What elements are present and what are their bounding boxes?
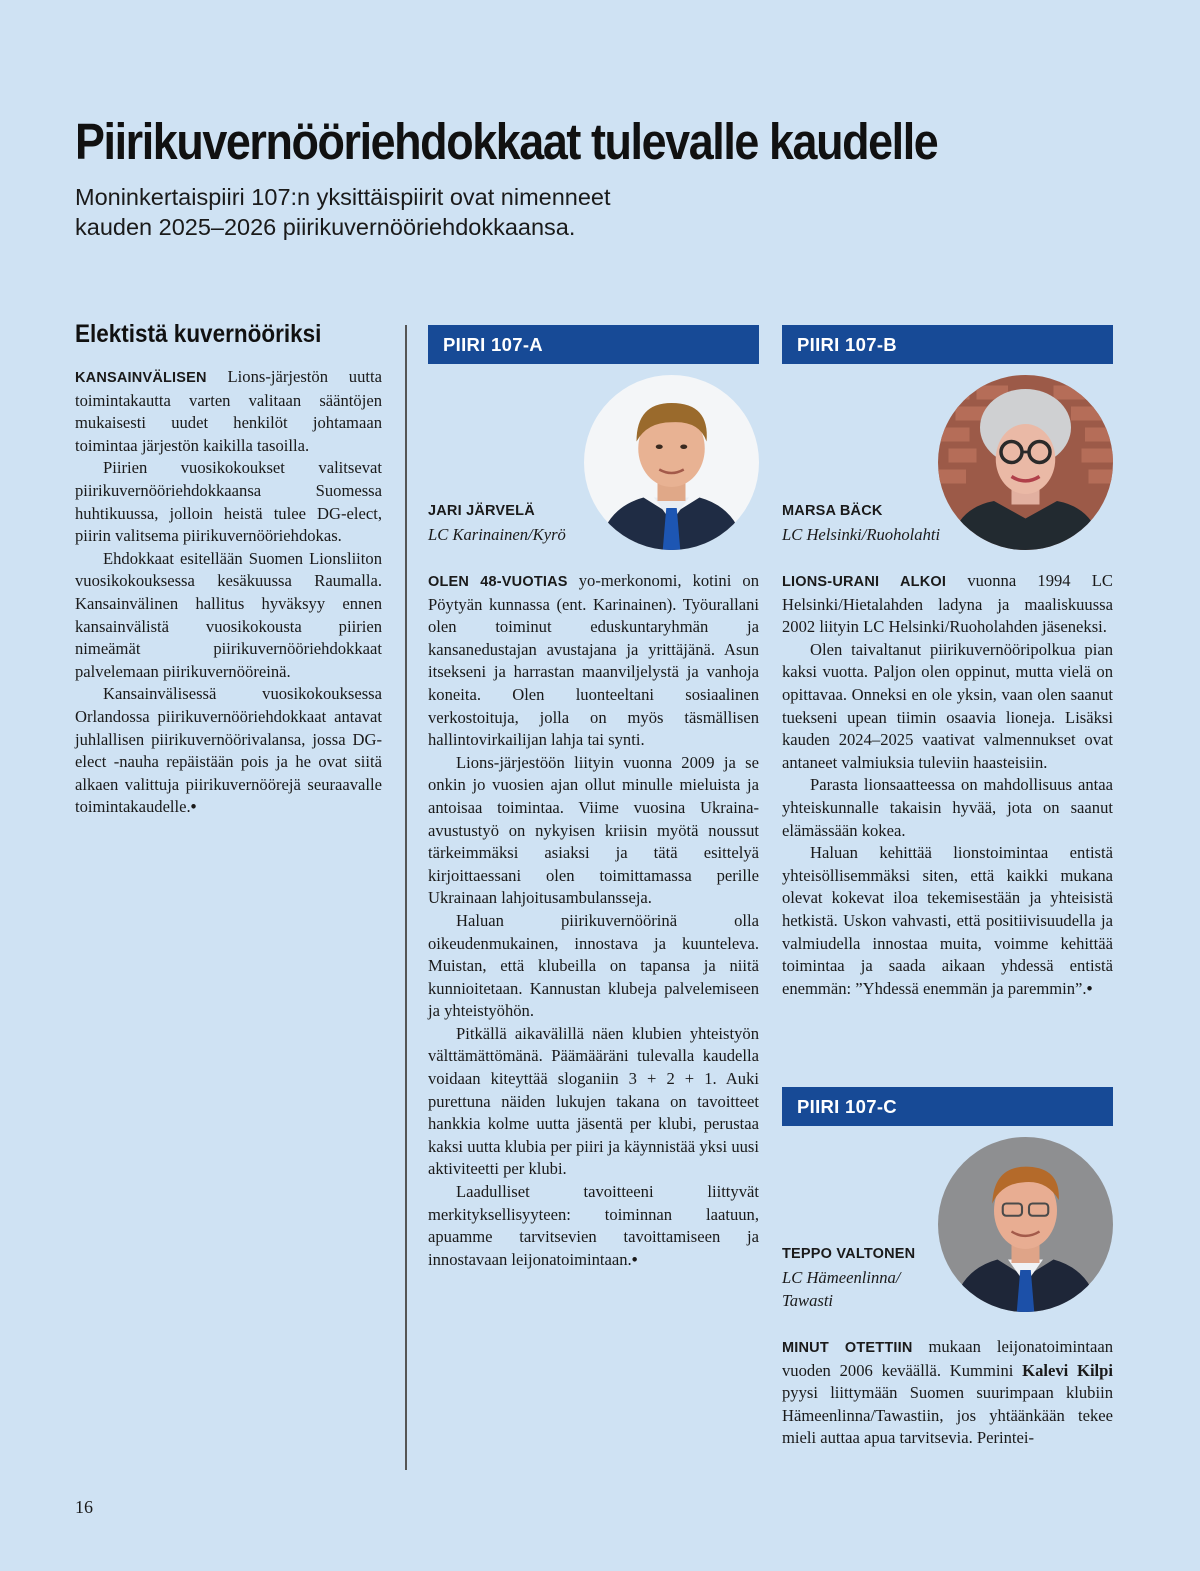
- district-bar-107a: PIIRI 107-A: [428, 325, 759, 364]
- district-a-column: [428, 570, 759, 1271]
- candidate-club: LC Karinainen/Kyrö: [428, 525, 566, 544]
- paragraph-text: pyysi liittymään Suomen suurimpaan klubiin Hämeenlinna/Tawastiin, jos yhtäänkään tekee mieli auttaa apua tarvitsevia. Perintei-: [782, 1383, 1113, 1448]
- paragraph: [782, 842, 1113, 1000]
- paragraph: Ehdokkaat esitellään Suomen Lionsliiton vuosikokouksessa kesäkuussa Raumalla. Kansainvälinen hallitus hyväksyy ennen kansainvälistä vuosikokousta piirien nimeämät piirikuvernööriehdokkaat palvelemaan piirikuvernööreinä.: [75, 548, 382, 681]
- lead-in: OLEN 48-VUOTIAS: [428, 574, 568, 590]
- section-title: Elektistä kuvernööriksi: [75, 320, 322, 348]
- paragraph-text: yo-merkonomi, kotini on Pöytyän kunnassa (ent. Karinainen). Työurallani olen toiminut eduskuntaryhmän ja kansanedustajan avustajana ja yrittäjänä. Asun itsekseni ja harrastan maanviljelystä ja vanhoja koneita. Olen luonteeltani sosiaalinen verkostoituja, jolla on myös täsmällisen hallintovirkailijan lahja tai synti.: [428, 571, 759, 750]
- paragraph: [428, 1181, 759, 1271]
- paragraph-text: mukaan leijonatoimintaan vuoden 2006 keväällä. Kummini: [782, 1337, 1113, 1380]
- page-number: 16: [75, 1497, 93, 1517]
- lead-in: LIONS-URANI ALKOI: [782, 574, 947, 590]
- portrait-image: [938, 375, 1113, 550]
- paragraph-text: Lions-järjestön uutta toimintakautta varten valitaan sääntöjen mukaisesti uudet henkilöt johtamaan toimintaa järjestön kaikilla tasoilla.: [75, 367, 382, 455]
- portrait-teppo-valtonen: [938, 1137, 1113, 1312]
- portrait-jari-jarvela: [584, 375, 759, 550]
- lead-in: MINUT OTETTIIN: [782, 1340, 913, 1356]
- end-mark: •: [631, 1249, 638, 1269]
- paragraph: Piirien vuosikokoukset valitsevat piirikuvernööriehdokkaansa Suomessa huhtikuussa, jolloin heistä tulee DG-elect, piirin valitsema piirikuvernööriehdokas.: [75, 458, 382, 546]
- paragraph: Pitkällä aikavälillä näen klubien yhteistyön välttämättömänä. Päämääräni tulevalla kaudella voidaan kiteyttää sloganiin 3 + 2 + 1. Auki purettuna näiden lukujen takana on tavoitteet hankkia kolme uutta jäsentä per klubi, perustaa kaksi uutta klubia per piiri ja käynnistää yksi uusi aktiviteetti per klubi.: [428, 1023, 759, 1179]
- paragraph: [75, 366, 382, 457]
- paragraph-text: Kansainvälisessä vuosikokouksessa Orlandossa piirikuvernööriehdokkaat antavat juhlallisen piirikuvernöörivalansa, jossa DG-elect -nauha repäistään pois ja he ovat siitä alkaen valittuja piirikuvernöörejä seuraavalle toimintakaudelle.: [75, 684, 382, 817]
- district-c-column: [782, 1336, 1113, 1450]
- candidate-name: JARI JÄRVELÄ: [428, 503, 535, 519]
- district-bar-107c: PIIRI 107-C: [782, 1087, 1113, 1126]
- paragraph-text: Laadulliset tavoitteeni liittyvät merkityksellisyyteen: toiminnan laatuun, apuamme tarvitsevien tavoittamiseen ja innostavaan leijonatoimintaan.: [428, 1182, 759, 1269]
- highlighted-name: Kalevi Kilpi: [1022, 1360, 1113, 1380]
- paragraph: [782, 1336, 1113, 1450]
- paragraph: Olen taivaltanut piirikuvernööripolkua pian kaksi vuotta. Paljon olen oppinut, mutta vielä on opittavaa. Onneksi en ole yksin, vaan olen saanut tuekseni upean tiimin osaavia lioneja. Lisäksi kauden 2024–2025 vaativat valmennukset ovat antaneet valmiuksia tuleviin haasteisiin.: [782, 639, 1113, 772]
- portrait-marsa-back: [938, 375, 1113, 550]
- paragraph-text: Haluan kehittää lionstoimintaa entistä yhteisöllisemmäksi siten, että kaikki mukana olevat kokevat iloa tekemisestään ja yhteisistä hetkistä. Uskon vahvasti, että positiivisuudella ja valmiudella innostaa muita, voimme kehittää toimintaa ja saada aikaan yhdessä entistä enemmän: ”Yhdessä enemmän ja paremmin”.: [782, 843, 1113, 998]
- district-bar-107b: PIIRI 107-B: [782, 325, 1113, 364]
- portrait-image: [584, 375, 759, 550]
- paragraph: [428, 570, 759, 752]
- paragraph: [782, 570, 1113, 639]
- subtitle-line: kauden 2025–2026 piirikuvernööriehdokkaansa.: [75, 214, 576, 240]
- district-b-column: [782, 570, 1113, 1000]
- candidate-club: LC Helsinki/Ruoholahti: [782, 525, 941, 544]
- intro-column: [75, 366, 382, 819]
- paragraph: [75, 683, 382, 819]
- paragraph: Lions-järjestöön liityin vuonna 2009 ja se onkin jo vuosien ajan ollut minulle mieluista ja antoisaa toimintaa. Viime vuosina Ukraina-avustustyö on nykyisen kriisin myötä noussut tärkeimmäksi asiaksi ja tätä esittelyä kirjoittaessani olen toimittamassa perille Ukrainaan lahjoitusambulansseja.: [428, 752, 759, 908]
- end-mark: •: [1086, 978, 1093, 998]
- column-divider: [405, 325, 407, 1470]
- paragraph: Haluan piirikuvernöörinä olla oikeudenmukainen, innostava ja kuunteleva. Muistan, että klubeilla on tapansa ja niitä kunnioitetaan. Kannustan klubeja palvelemiseen ja yhteistyöhön.: [428, 910, 759, 1021]
- subtitle: [75, 182, 715, 242]
- end-mark: •: [190, 797, 197, 817]
- page-title: Piirikuvernööriehdokkaat tulevalle kaudelle: [75, 113, 938, 170]
- candidate-name: TEPPO VALTONEN: [782, 1246, 916, 1262]
- candidate-name: MARSA BÄCK: [782, 503, 883, 519]
- club-line: Tawasti: [782, 1290, 834, 1310]
- candidate-club: [782, 1267, 900, 1312]
- subtitle-line: Moninkertaispiiri 107:n yksittäispiirit ovat nimenneet: [75, 184, 611, 210]
- club-line: LC Hämeenlinna/: [782, 1268, 901, 1287]
- portrait-image: [938, 1137, 1113, 1312]
- lead-in: KANSAINVÄLISEN: [75, 370, 207, 386]
- paragraph: Parasta lionsaatteessa on mahdollisuus antaa yhteiskunnalle takaisin hyvää, jota on saanut elämässään kokea.: [782, 775, 1113, 840]
- paragraph-text: vuonna 1994 LC Helsinki/Hietalahden ladyna ja maaliskuussa 2002 liityin LC Helsinki/Ruoholahden jäseneksi.: [782, 571, 1113, 637]
